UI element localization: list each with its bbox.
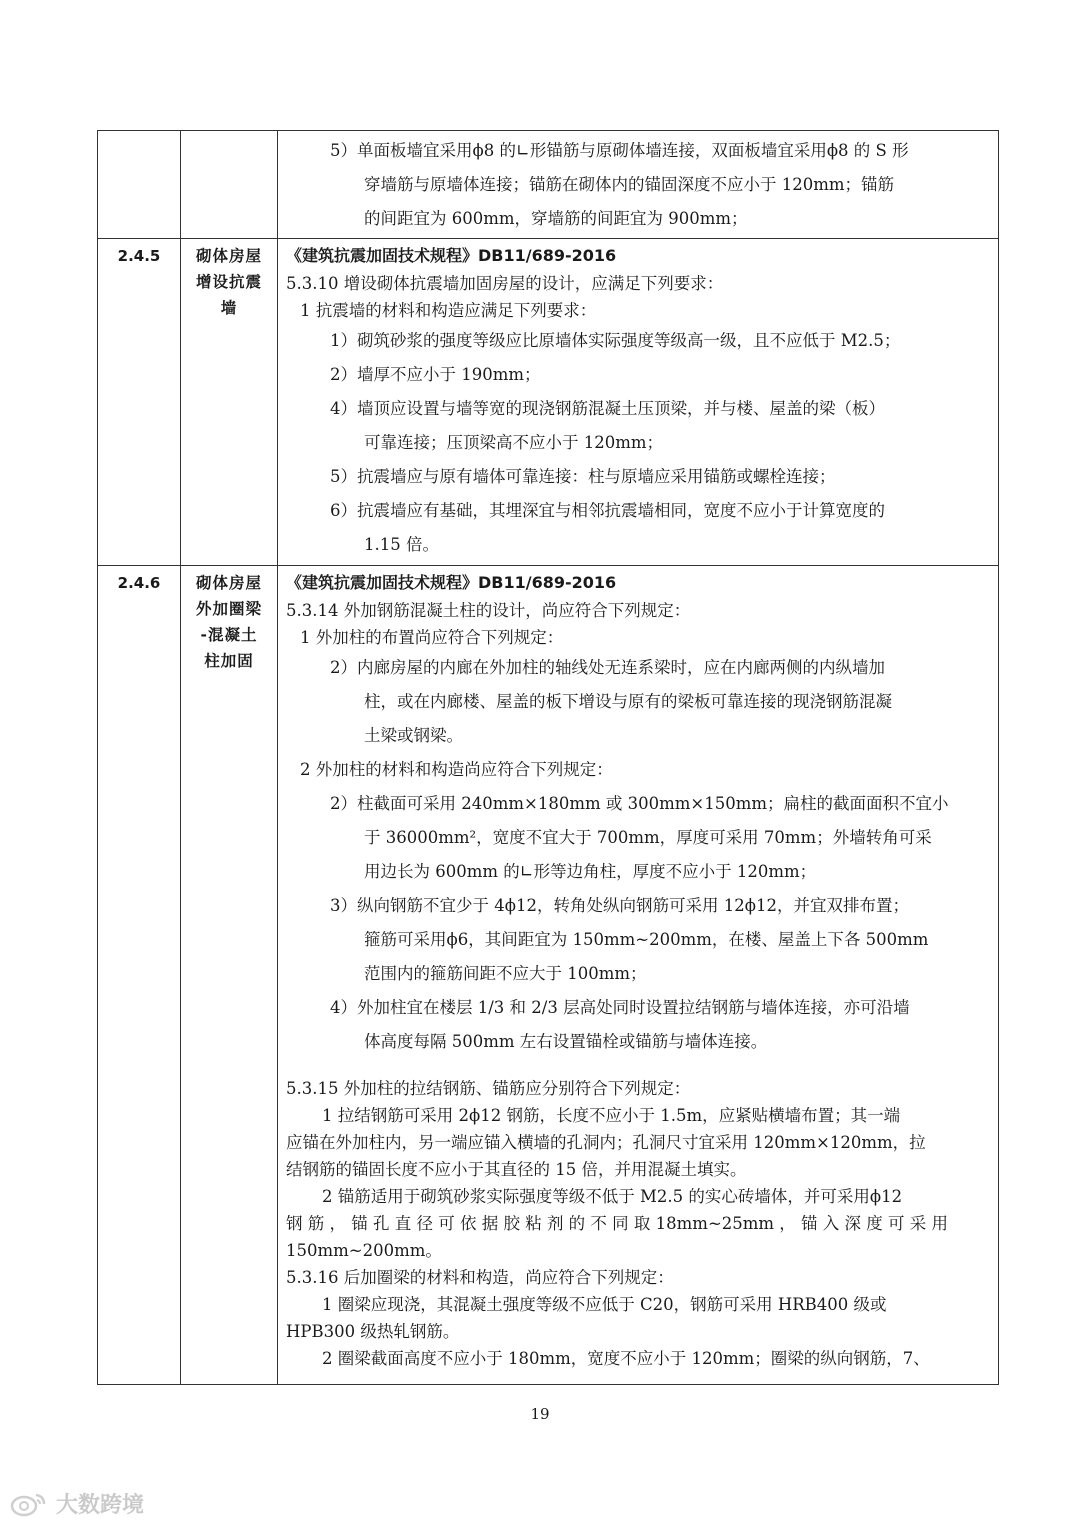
watermark-text: 大数跨境 (56, 1493, 145, 1518)
content-line: 1 圈梁应现浇，其混凝土强度等级不应低于 C20，钢筋可采用 HRB400 级或 (322, 1295, 887, 1314)
content-line: 1 抗震墙的材料和构造应满足下列要求： (300, 301, 597, 320)
clause-heading: 5.3.14 外加钢筋混凝土柱的设计，尚应符合下列规定： (286, 601, 691, 620)
row-content-cell (278, 131, 999, 239)
content-line: 2）柱截面可采用 240mm×180mm 或 300mm×150mm；扁柱的截面面积不宜小 (330, 794, 949, 813)
content-line: 150mm~200mm。 (286, 1241, 442, 1260)
content-line: 2）内廊房屋的内廊在外加柱的轴线处无连系梁时，应在内廊两侧的内纵墙加 (330, 658, 885, 677)
content-line: 1）砌筑砂浆的强度等级应比原墙体实际强度等级高一级，且不应低于 M2.5； (330, 331, 901, 350)
clause-heading: 5.3.15 外加柱的拉结钢筋、锚筋应分别符合下列规定： (286, 1079, 691, 1098)
content-line: 6）抗震墙应有基础，其埋深宜与相邻抗震墙相同，宽度不应小于计算宽度的 (330, 501, 885, 520)
content-line: 2 圈梁截面高度不应小于 180mm，宽度不应小于 120mm；圈梁的纵向钢筋，7、 (322, 1349, 930, 1368)
clause-heading: 5.3.10 增设砌体抗震墙加固房屋的设计，应满足下列要求： (286, 274, 724, 293)
content-line: 2 锚筋适用于砌筑砂浆实际强度等级不低于 M2.5 的实心砖墙体，并可采用ϕ12 (322, 1187, 903, 1206)
content-line: 1 外加柱的布置尚应符合下列规定： (300, 628, 564, 647)
page-number: 19 (530, 1405, 550, 1423)
topic-line: 墙 (220, 299, 238, 317)
content-line: 5）抗震墙应与原有墙体可靠连接：柱与原墙应采用锚筋或螺栓连接； (330, 467, 836, 486)
row-content-cell (278, 566, 999, 1385)
content-line: 4）墙顶应设置与墙等宽的现浇钢筋混凝土压顶梁，并与楼、屋盖的梁（板） (330, 399, 885, 418)
content-line: 于 36000mm²，宽度不宜大于 700mm，厚度可采用 70mm；外墙转角可采 (364, 828, 932, 847)
content-line: 体高度每隔 500mm 左右设置锚栓或锚筋与墙体连接。 (364, 1032, 768, 1051)
topic-line: 砌体房屋 (195, 247, 262, 265)
row-number: 2.4.6 (98, 566, 181, 1385)
content-line: 2）墙厚不应小于 190mm； (330, 365, 541, 384)
content-line: 的间距宜为 600mm，穿墙筋的间距宜为 900mm； (364, 209, 748, 228)
watermark (10, 1488, 144, 1519)
content-line: 2 外加柱的材料和构造尚应符合下列规定： (300, 760, 613, 779)
row-topic-cell (181, 131, 278, 239)
clause-heading: 5.3.16 后加圈梁的材料和构造，尚应符合下列规定： (286, 1268, 674, 1287)
content-line: 4）外加柱宜在楼层 1/3 和 2/3 层高处同时设置拉结钢筋与墙体连接，亦可沿墙 (330, 998, 910, 1017)
topic-line: -混凝土 (200, 626, 258, 644)
source-title: 《建筑抗震加固技术规程》DB11/689-2016 (286, 573, 617, 592)
topic-line: 砌体房屋 (195, 574, 262, 592)
content-line: 箍筋可采用ϕ6，其间距宜为 150mm~200mm，在楼、屋盖上下各 500mm (364, 930, 929, 949)
row-topic (181, 239, 278, 566)
topic-line: 柱加固 (204, 652, 254, 670)
content-line: 用边长为 600mm 的∟形等边角柱，厚度不应小于 120mm； (364, 862, 817, 881)
topic-line: 外加圈梁 (195, 600, 262, 618)
content-line: 范围内的箍筋间距不应大于 100mm； (364, 964, 647, 983)
topic-line: 增设抗震 (195, 273, 262, 291)
table-row (98, 131, 999, 239)
content-line: 钢 筋 ， 锚 孔 直 径 可 依 据 胶 粘 剂 的 不 同 取 18mm~25mm ， 锚 入 深 度 可 采 用 (286, 1214, 949, 1233)
table-row (98, 566, 999, 1385)
row-content-cell (278, 239, 999, 566)
content-line: 可靠连接；压顶梁高不应小于 120mm； (364, 433, 664, 452)
content-line: HPB300 级热轧钢筋。 (286, 1322, 460, 1341)
row-number: 2.4.5 (98, 239, 181, 566)
content-line: 1 拉结钢筋可采用 2ϕ12 钢筋，长度不应小于 1.5m，应紧贴横墙布置；其一端 (322, 1106, 901, 1125)
content-line: 3）纵向钢筋不宜少于 4ϕ12，转角处纵向钢筋可采用 12ϕ12，并宜双排布置； (330, 896, 909, 915)
content-line: 土梁或钢梁。 (364, 726, 463, 745)
specification-table (97, 130, 999, 1385)
content-line: 应锚在外加柱内，另一端应锚入横墙的孔洞内；孔洞尺寸宜采用 120mm×120mm，拉 (286, 1133, 926, 1152)
content-line: 结钢筋的锚固长度不应小于其直径的 15 倍，并用混凝土填实。 (286, 1160, 747, 1179)
content-line: 柱，或在内廊楼、屋盖的板下增设与原有的梁板可靠连接的现浇钢筋混凝 (364, 692, 892, 711)
weibo-logo-icon (10, 1491, 50, 1517)
row-number-cell (98, 131, 181, 239)
source-title: 《建筑抗震加固技术规程》DB11/689-2016 (286, 246, 617, 265)
content-line: 穿墙筋与原墙体连接；锚筋在砌体内的锚固深度不应小于 120mm；锚筋 (364, 175, 895, 194)
table-row (98, 239, 999, 566)
content-line: 5）单面板墙宜采用ϕ8 的∟形锚筋与原砌体墙连接，双面板墙宜采用ϕ8 的 S 形 (330, 141, 909, 160)
content-line: 1.15 倍。 (364, 535, 439, 554)
row-topic (181, 566, 278, 1385)
spacer (286, 1059, 990, 1075)
